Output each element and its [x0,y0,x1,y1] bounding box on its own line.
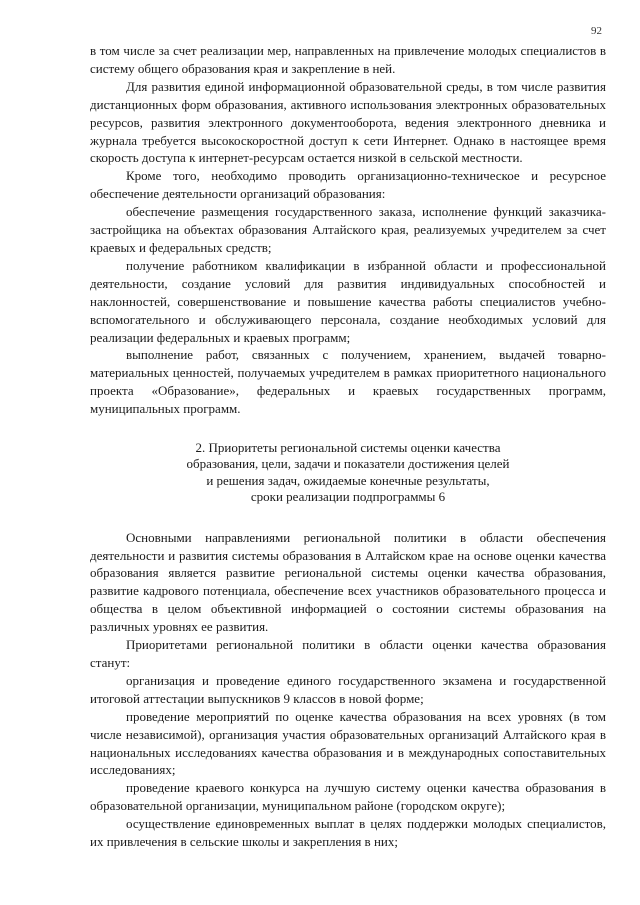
paragraph-regional-contest: проведение краевого конкурса на лучшую систему оценки качества образования в образовательной организации, муниципальном районе (городском округе); [90,780,606,814]
page-number: 92 [591,25,602,37]
section-heading-line: и решения задач, ожидаемые конечные результаты, [206,472,490,488]
section-heading [90,440,606,506]
section-heading-line: 2. Приоритеты региональной системы оценки качества [195,440,501,456]
paragraph-main-directions: Основными направлениями региональной политики в области обеспечения деятельности и развития системы образования в Алтайском крае на основе оценки качества образования является развитие региональной системы оценки качества образования, развитие кадрового потенциала, обеспечение всех участников образовательного процесса и общества в целом объективной информацией о состоянии системы образования на различных уровнях ее развития. [90,529,606,635]
section-heading-line: образования, цели, задачи и показатели достижения целей [186,456,510,472]
paragraph-state-order: обеспечение размещения государственного заказа, исполнение функций заказчика-застройщика на объектах образования Алтайского края, реализуемых учредителем за счет краевых и федеральных средств; [90,204,606,255]
paragraph-information-environment: Для развития единой информационной образовательной среды, в том числе развития дистанционных форм образования, активного использования электронных образовательных ресурсов, развития электронного документооборота, ведения электронного дневника и журнала требуется высокоскоростной доступ к сети Интернет. Однако в настоящее время скорость доступа к интернет-ресурсам остается низкой в сельской местности. [90,78,606,166]
paragraph-state-exam: организация и проведение единого государственного экзамена и государственной итоговой аттестации выпускников 9 классов в новой форме; [90,672,606,706]
document-body [90,42,606,851]
paragraph-young-specialists: осуществление единовременных выплат в целях поддержки молодых специалистов, их привлечения в сельские школы и закрепления в них; [90,816,606,850]
section-heading-line: сроки реализации подпрограммы 6 [250,489,446,505]
paragraph-priorities: Приоритетами региональной политики в области оценки качества образования станут: [90,637,606,670]
paragraph-continuation: в том числе за счет реализации мер, направленных на привлечение молодых специалистов в систему общего образования края и закрепление в ней. [90,43,606,76]
paragraph-resource-support: Кроме того, необходимо проводить организационно-техническое и ресурсное обеспечение деятельности организаций образования: [90,168,606,202]
paragraph-quality-assessment: проведение мероприятий по оценке качества образования на всех уровнях (в том числе независимой), организация участия образовательных организаций Алтайского края в национальных исследованиях качества образования и в международных сопоставительных исследованиях; [90,708,606,778]
paragraph-qualification: получение работником квалификации в избранной области и профессиональной деятельности, создание условий для развития индивидуальных способностей и наклонностей, совершенствование и повышение качества работы специалистов учебно-вспомогательного и обслуживающего персонала, создание необходимых условий для реализации федеральных и краевых программ; [90,257,606,345]
paragraph-material-values: выполнение работ, связанных с получением, хранением, выдачей товарно-материальных ценностей, получаемых учредителем в рамках приоритетного национального проекта «Образование», федеральных и краевых государственных программ, муниципальных программ. [90,347,606,417]
